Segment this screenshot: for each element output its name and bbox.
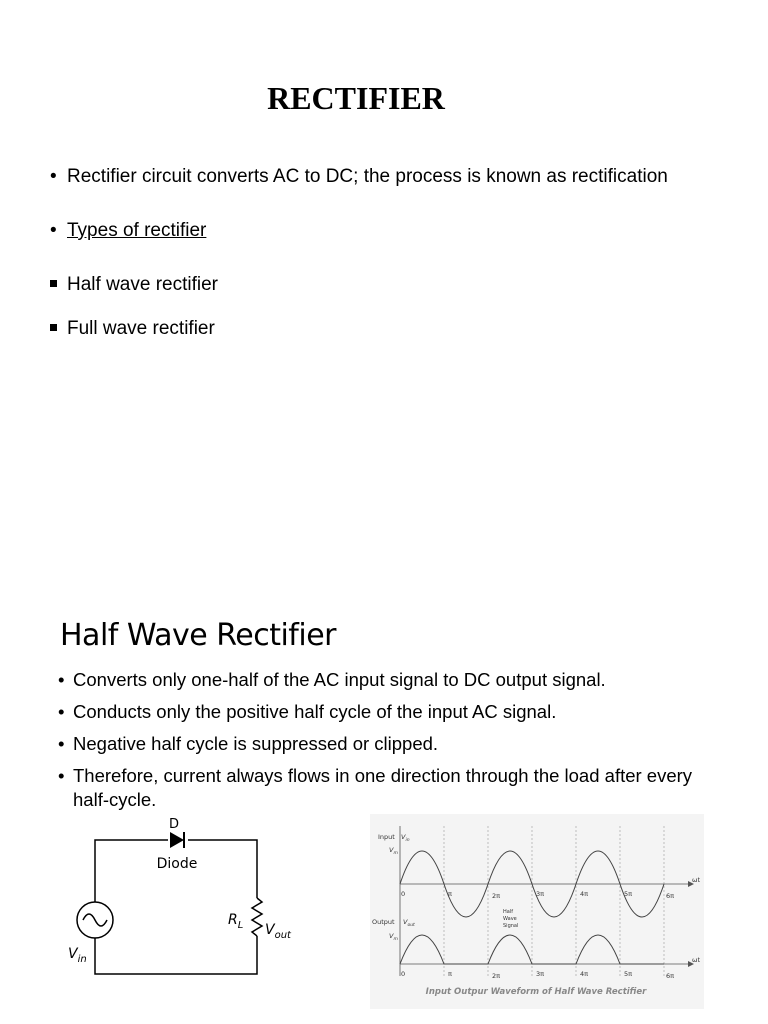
type-text: Full wave rectifier — [67, 318, 215, 339]
diode-letter: D — [168, 818, 180, 832]
tick-label: 4π — [580, 890, 589, 898]
slide-title: RECTIFIER — [267, 80, 445, 116]
tick-label: π — [448, 890, 452, 898]
list-item: • Conducts only the positive half cycle of the input AC signal. — [58, 700, 718, 724]
circuit-wire-top-right — [188, 840, 257, 898]
tick-label: 6π — [666, 972, 675, 980]
list-item: • Converts only one-half of the AC input signal to DC output signal. — [58, 668, 718, 692]
tick-label: 5π — [624, 970, 633, 978]
signal-label-line: Half — [503, 909, 513, 915]
resistor-symbol — [252, 898, 262, 936]
vout-label: $V_{out}$ — [265, 922, 291, 941]
tick-label: 6π — [666, 892, 675, 900]
output-vout-label: $V_{out}$ — [403, 918, 415, 928]
period-guides — [444, 826, 664, 976]
signal-label-line: Wave — [503, 916, 517, 922]
output-label: Output — [372, 918, 395, 926]
type-full-wave — [50, 318, 215, 340]
vin-label: $V_{in}$ — [68, 946, 87, 965]
tick-label: 0 — [401, 890, 406, 898]
type-half-wave — [50, 274, 218, 296]
input-vm-label: $V_m$ — [389, 846, 398, 856]
circuit-wire-bottom — [95, 936, 257, 974]
rl-label: $R_L$ — [228, 912, 244, 931]
bullet-list — [58, 668, 718, 820]
tick-label: 3π — [536, 970, 545, 978]
diode-symbol — [170, 832, 184, 848]
bullet-definition: • Rectifier circuit converts AC to DC; the process is known as rectification — [50, 166, 668, 187]
signal-label-line: Signal — [503, 923, 519, 929]
tick-label: 3π — [536, 890, 545, 898]
slide-half-wave-rectifier — [0, 590, 768, 1024]
tick-label: π — [448, 970, 452, 978]
bullet-text: Rectifier circuit converts AC to DC; the process is known as rectification — [67, 166, 668, 187]
output-axis-label: ωt — [692, 956, 700, 964]
list-item: • Therefore, current always flows in one direction through the load after every half-cycle. — [58, 764, 718, 812]
tick-label: 5π — [624, 890, 633, 898]
input-axis-label: ωt — [692, 876, 700, 884]
waveform-diagram — [370, 814, 704, 1009]
slide-title: Half Wave Rectifier — [60, 618, 336, 653]
half-wave-circuit-diagram — [50, 818, 310, 993]
diode-label: Diode — [156, 856, 198, 872]
waveform-caption: Input Outpur Waveform of Half Wave Rectifier — [425, 987, 647, 997]
tick-label: 2π — [492, 972, 501, 980]
sine-symbol — [83, 914, 107, 926]
tick-label: 2π — [492, 892, 501, 900]
bullet-types-heading: • Types of rectifier — [50, 220, 207, 241]
tick-label: 0 — [401, 970, 406, 978]
input-label: Input — [378, 833, 395, 841]
type-text: Half wave rectifier — [67, 274, 218, 295]
input-vin-label: $V_{in}$ — [401, 833, 410, 843]
output-vm-label: $V_m$ — [389, 932, 398, 942]
list-item: • Negative half cycle is suppressed or clipped. — [58, 732, 718, 756]
bullet-text: Types of rectifier — [67, 220, 207, 241]
tick-label: 4π — [580, 970, 589, 978]
